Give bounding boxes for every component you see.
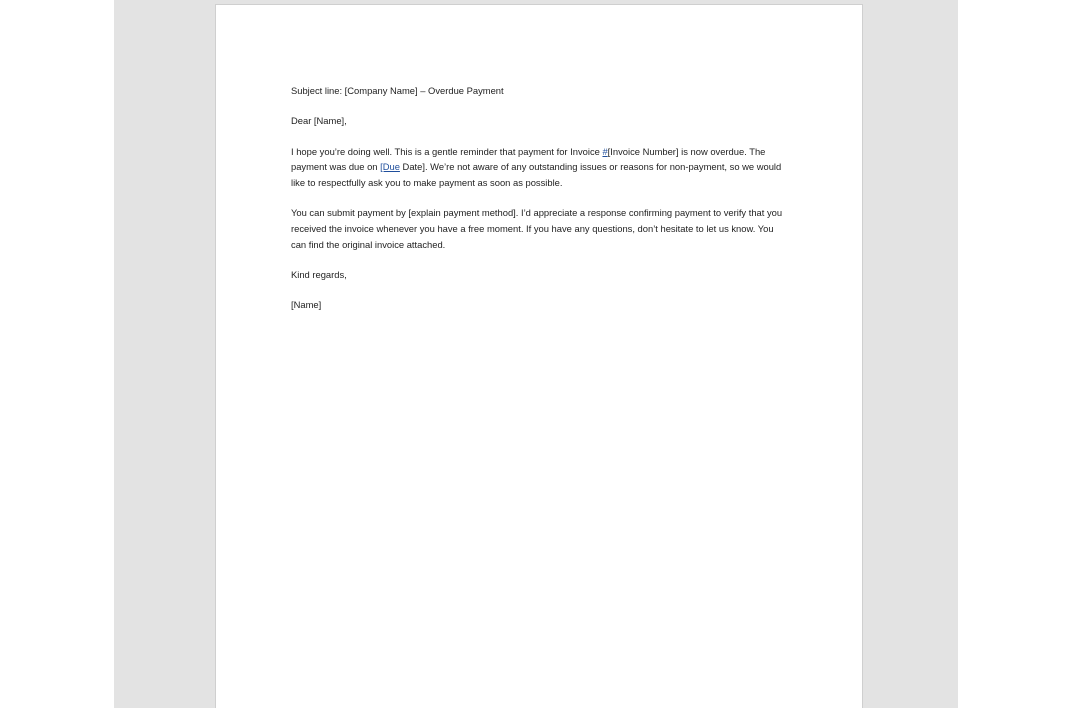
paragraph-text: [Invoice Number] is now overdue. The payment was due on (291, 145, 766, 173)
spellcheck-flag: [Due (380, 161, 400, 173)
spellcheck-flag: # (602, 145, 608, 157)
letter-body (291, 83, 791, 328)
subject-line: Subject line: [Company Name] – Overdue Payment (291, 85, 504, 96)
document-page (215, 4, 863, 708)
document-canvas (114, 0, 958, 708)
paragraph-payment: You can submit payment by [explain payment method]. I’d appreciate a response confirming payment to verify that you received the invoice whenever you have a free moment. If you have any questions, don’t hesitate to let us know. You can find the original invoice attached. (291, 207, 783, 250)
closing: Kind regards, (291, 268, 347, 280)
bottom-margin (0, 708, 1080, 717)
paragraph-reminder (291, 144, 791, 191)
paragraph-text: I hope you’re doing well. This is a gentle reminder that payment for Invoice (291, 145, 603, 157)
signature: [Name] (291, 299, 322, 311)
paragraph-text: Date]. We’re not aware of any outstanding issues or reasons for non-payment, so we would like to respectfully ask you to make payment as soon as possible. (291, 161, 782, 188)
greeting: Dear [Name], (291, 115, 347, 127)
